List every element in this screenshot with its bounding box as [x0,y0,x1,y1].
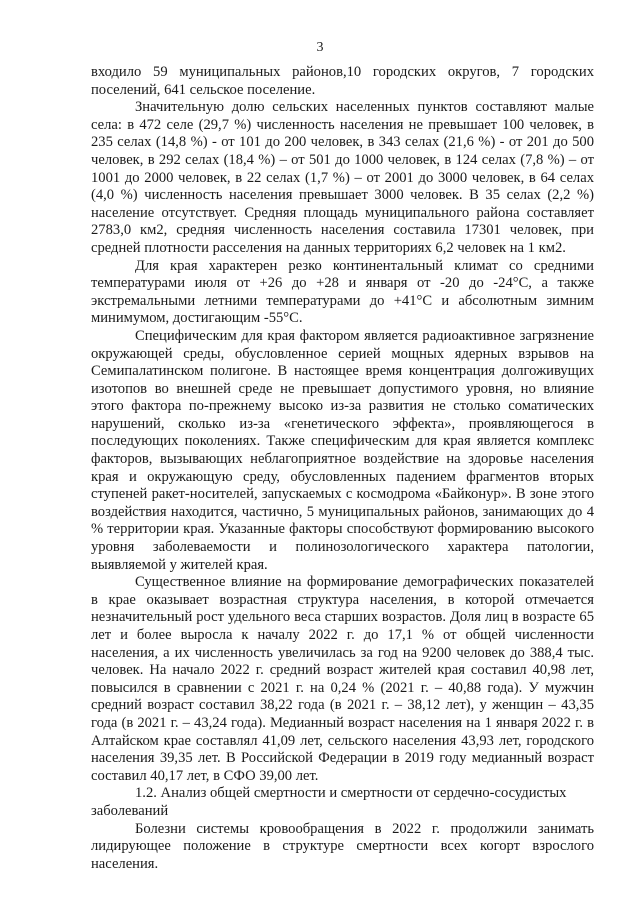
section-heading-line2: заболеваний [91,802,169,819]
paragraph-circulatory-diseases: Болезни системы кровообращения в 2022 г. продолжили занимать лидирующее положение в структуре смертности всех когорт взрослого населения. [91,820,594,872]
paragraph-rural-settlements: Значительную долю сельских населенных пунктов составляют малые села: в 472 селе (29,7 %) численность населения не превышает 100 человек, в 235 селах (14,8 %) - от 101 до 200 человек, в 343 селах (21,6 %) - от 201 до 500 человек, в 292 селах (18,4 %) – от 501 до 1000 человек, в 124 селах (7,8 %) – от 1001 до 2000 человек, в 22 селах (1,7 %) – от 2001 до 3000 человек, в 64 селах (4,0 %) численность населения превышает 3000 человек. В 35 селах (2,2 %) население отсутствует. Средняя площадь муниципального района составляет 2783,0 км2, средняя численность населения составила 17301 человек, при средней плотности расселения на данных территориях 6,2 человек на 1 км2. [91,99,594,256]
paragraph-radiation-factors: Специфическим для края фактором является радиоактивное загрязнение окружающей среды, обусловленное серией мощных ядерных взрывов на Семипалатинском полигоне. В настоящее время концентрация долгоживущих изотопов во внешней среде не превышает допустимого уровня, но влияние этого фактора по-прежнему высоко из-за развития не столько соматических нарушений, сколько из-за «генетического эффекта», проявляющегося в последующих поколениях. Также специфическим для края является комплекс факторов, вызывающих неблагоприятное воздействие на здоровье населения края и окружающую среду, обусловленных падением фрагментов вторых ступеней ракет-носителей, запускаемых с космодрома «Байконур». В зоне этого воздействия находится, частично, 5 муниципальных районов, занимающих до 4 % территории края. Указанные факторы способствуют формированию высокого уровня заболеваемости и полинозологического характера патологии, выявляемой у жителей края. [91,327,594,573]
paragraph-municipal-count: входило 59 муниципальных районов,10 городских округов, 7 городских поселений, 641 сельское поселение. [91,64,594,98]
section-heading-line1: 1.2. Анализ общей смертности и смертности от сердечно-сосудистых [135,785,567,802]
body-text [91,64,594,873]
paragraph-climate: Для края характерен резко континентальный климат со средними температурами июля от +26 до +28 и января от -20 до -24°С, а также экстремальными летними температурами до +41°С и абсолютным зимним минимумом, достигающим -55°С. [91,257,594,327]
section-heading [91,785,594,820]
paragraph-age-structure: Существенное влияние на формирование демографических показателей в крае оказывает возрастная структура населения, в которой отмечается незначительный рост удельного веса старших возрастов. Доля лиц в возрасте 65 лет и более выросла к началу 2022 г. до 17,1 % от общей численности населения, а их численность увеличилась за год на 9200 человек до 388,4 тыс. человек. На начало 2022 г. средний возраст жителей края составил 40,98 лет, повысился в сравнении с 2021 г. на 0,24 % (2021 г. – 40,88 года). У мужчин средний возраст составил 38,22 года (в 2021 г. – 38,12 лет), у женщин – 43,35 года (в 2021 г. – 43,24 года). Медианный возраст населения на 1 января 2022 г. в Алтайском крае составлял 41,09 лет, сельского населения 43,93 лет, городского населения 39,35 лет. В Российской Федерации в 2019 году медианный возраст составил 40,17 лет, в СФО 39,00 лет. [91,574,594,784]
page-number: 3 [316,40,324,55]
